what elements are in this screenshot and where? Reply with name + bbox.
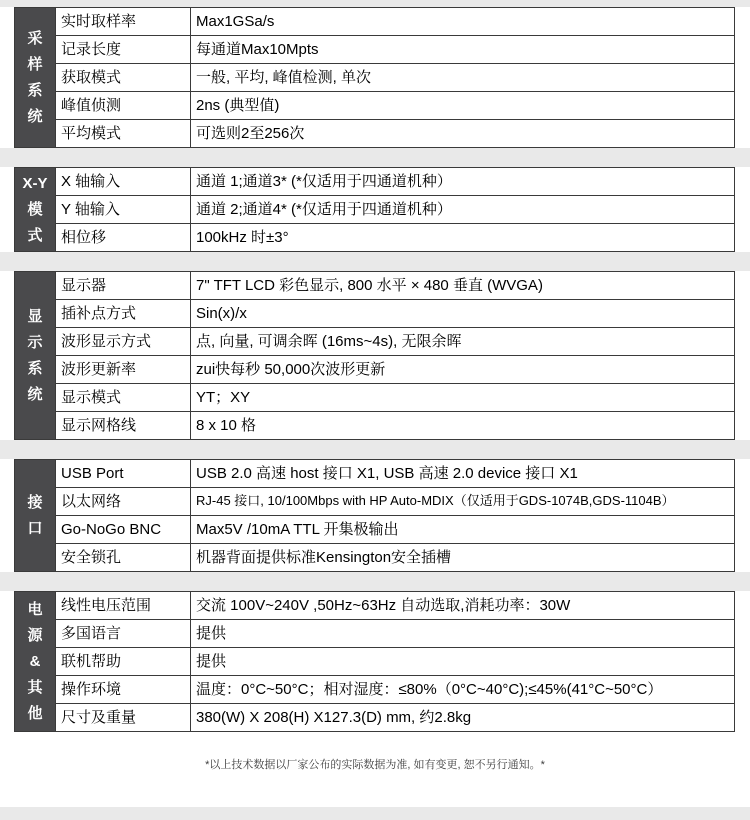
spec-row bbox=[15, 300, 735, 328]
group-header-char: 系 bbox=[27, 81, 43, 99]
footer-note: *以上技术数据以厂家公布的实际数据为准, 如有变更, 恕不另行通知。* bbox=[205, 759, 545, 771]
spec-row bbox=[15, 704, 735, 732]
section-divider bbox=[0, 440, 750, 459]
spec-value-cell: 交流 100V~240V ,50Hz~63Hz 自动选取,消耗功率：30W bbox=[191, 592, 735, 620]
spec-label-cell: Go-NoGo BNC bbox=[56, 516, 191, 544]
spec-label-cell: USB Port bbox=[56, 460, 191, 488]
spec-row bbox=[15, 8, 735, 36]
spec-value-cell: USB 2.0 高速 host 接口 X1, USB 高速 2.0 device 接口 X1 bbox=[191, 460, 735, 488]
spec-value-cell: Sin(x)/x bbox=[191, 300, 735, 328]
spec-value-cell: YT；XY bbox=[191, 384, 735, 412]
spec-label-cell: 波形更新率 bbox=[56, 356, 191, 384]
spec-label-cell: X 轴输入 bbox=[56, 168, 191, 196]
spec-value-cell: 7" TFT LCD 彩色显示, 800 水平 × 480 垂直 (WVGA) bbox=[191, 272, 735, 300]
spec-label-cell: Y 轴输入 bbox=[56, 196, 191, 224]
spec-value-cell: 2ns (典型值) bbox=[191, 92, 735, 120]
spec-label-cell: 显示模式 bbox=[56, 384, 191, 412]
spec-label-cell: 波形显示方式 bbox=[56, 328, 191, 356]
group-header-char: 其 bbox=[27, 678, 43, 696]
spec-row bbox=[15, 676, 735, 704]
spec-label-cell: 实时取样率 bbox=[56, 8, 191, 36]
spec-value-cell: zui快每秒 50,000次波形更新 bbox=[191, 356, 735, 384]
spec-value-cell: 通道 1;通道3* (*仅适用于四通道机种） bbox=[191, 168, 735, 196]
spec-row bbox=[15, 620, 735, 648]
group-header-cell bbox=[15, 8, 56, 148]
group-header-char: 系 bbox=[27, 359, 43, 377]
spec-value-cell: 380(W) X 208(H) X127.3(D) mm, 约2.8kg bbox=[191, 704, 735, 732]
spec-row bbox=[15, 92, 735, 120]
spec-value-cell: 8 x 10 格 bbox=[191, 412, 735, 440]
group-header-char: 他 bbox=[27, 704, 43, 722]
spec-value-cell: 可选则2至256次 bbox=[191, 120, 735, 148]
spec-value-cell: 一般, 平均, 峰值检测, 单次 bbox=[191, 64, 735, 92]
spec-row bbox=[15, 412, 735, 440]
group-header-char: 样 bbox=[27, 55, 43, 73]
spec-section bbox=[0, 167, 750, 252]
group-header-cell bbox=[15, 592, 56, 732]
spec-section bbox=[0, 459, 750, 572]
spec-section-table bbox=[14, 167, 735, 252]
spec-value-cell: Max5V /10mA TTL 开集极输出 bbox=[191, 516, 735, 544]
spec-row bbox=[15, 64, 735, 92]
group-header-cell bbox=[15, 272, 56, 440]
section-divider bbox=[0, 252, 750, 271]
top-band bbox=[0, 0, 750, 7]
spec-value-cell: 机器背面提供标准Kensington安全插槽 bbox=[191, 544, 735, 572]
spec-label-cell: 操作环境 bbox=[56, 676, 191, 704]
spec-section-table bbox=[14, 591, 735, 732]
group-header-char: 示 bbox=[27, 333, 43, 351]
spec-row bbox=[15, 592, 735, 620]
spec-value-cell: 通道 2;通道4* (*仅适用于四通道机种） bbox=[191, 196, 735, 224]
group-header-char: 口 bbox=[27, 519, 43, 537]
spec-label-cell: 尺寸及重量 bbox=[56, 704, 191, 732]
spec-label-cell: 显示器 bbox=[56, 272, 191, 300]
spec-label-cell: 获取模式 bbox=[56, 64, 191, 92]
group-header-cell bbox=[15, 460, 56, 572]
spec-section bbox=[0, 591, 750, 732]
section-divider bbox=[0, 148, 750, 167]
spec-row bbox=[15, 272, 735, 300]
spec-value-cell: 温度：0°C~50°C；相对湿度：≤80%（0°C~40°C);≤45%(41°C~50°C） bbox=[191, 676, 735, 704]
group-header-char: 统 bbox=[27, 107, 43, 125]
spec-row bbox=[15, 356, 735, 384]
spec-value-cell: 每通道Max10Mpts bbox=[191, 36, 735, 64]
spec-section bbox=[0, 7, 750, 148]
spec-label-cell: 以太网络 bbox=[56, 488, 191, 516]
spec-section-table bbox=[14, 271, 735, 440]
spec-row bbox=[15, 460, 735, 488]
spec-row bbox=[15, 516, 735, 544]
spec-value-cell: 100kHz 时±3° bbox=[191, 224, 735, 252]
section-divider bbox=[0, 572, 750, 591]
spec-label-cell: 平均模式 bbox=[56, 120, 191, 148]
spec-row bbox=[15, 224, 735, 252]
spec-section-table bbox=[14, 459, 735, 572]
spec-label-cell: 安全锁孔 bbox=[56, 544, 191, 572]
spec-value-cell: 提供 bbox=[191, 648, 735, 676]
spec-row bbox=[15, 168, 735, 196]
spec-label-cell: 插补点方式 bbox=[56, 300, 191, 328]
group-header-char: X-Y bbox=[22, 174, 48, 192]
group-header-char: 统 bbox=[27, 385, 43, 403]
spec-label-cell: 峰值侦测 bbox=[56, 92, 191, 120]
spec-row bbox=[15, 36, 735, 64]
spec-value-cell: Max1GSa/s bbox=[191, 8, 735, 36]
group-header-char: 模 bbox=[27, 200, 43, 218]
group-header-char: & bbox=[29, 652, 41, 670]
group-header-char: 电 bbox=[27, 600, 43, 618]
group-header-char: 源 bbox=[27, 626, 43, 644]
spec-label-cell: 线性电压范围 bbox=[56, 592, 191, 620]
spec-row bbox=[15, 328, 735, 356]
spec-row bbox=[15, 544, 735, 572]
group-header-cell bbox=[15, 168, 56, 252]
spec-row bbox=[15, 196, 735, 224]
spec-label-cell: 相位移 bbox=[56, 224, 191, 252]
spec-row bbox=[15, 488, 735, 516]
bottom-band bbox=[0, 807, 750, 820]
spec-row bbox=[15, 120, 735, 148]
group-header-char: 显 bbox=[27, 307, 43, 325]
spec-value-cell: 点, 向量, 可调余晖 (16ms~4s), 无限余晖 bbox=[191, 328, 735, 356]
spec-row bbox=[15, 384, 735, 412]
spec-label-cell: 联机帮助 bbox=[56, 648, 191, 676]
spec-label-cell: 多国语言 bbox=[56, 620, 191, 648]
group-header-char: 采 bbox=[27, 29, 43, 47]
spec-row bbox=[15, 648, 735, 676]
spec-table bbox=[0, 7, 750, 732]
group-header-char: 式 bbox=[27, 226, 43, 244]
spec-section bbox=[0, 271, 750, 440]
group-header-char: 接 bbox=[27, 493, 43, 511]
spec-label-cell: 显示网格线 bbox=[56, 412, 191, 440]
spec-value-cell: RJ-45 接口, 10/100Mbps with HP Auto-MDIX（仅适用于GDS-1074B,GDS-1104B） bbox=[191, 488, 735, 516]
spec-value-cell: 提供 bbox=[191, 620, 735, 648]
spec-section-table bbox=[14, 7, 735, 148]
spec-label-cell: 记录长度 bbox=[56, 36, 191, 64]
